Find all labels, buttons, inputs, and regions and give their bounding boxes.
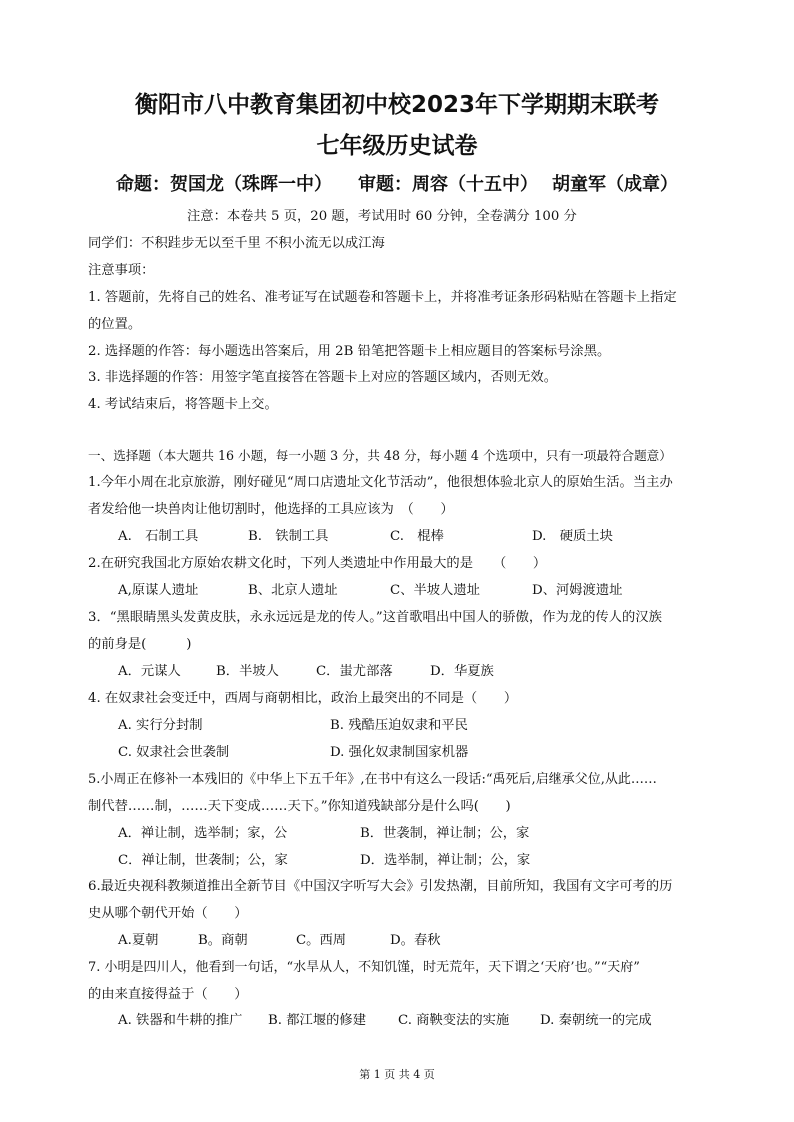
option-b: B．半坡人	[216, 664, 279, 679]
question-1-cont: 者发给他一块兽肉让他切割时，他选择的工具应该为 （ ）	[88, 502, 454, 517]
motto: 同学们：不积跬步无以至千里 不积小流无以成江海	[88, 236, 385, 251]
option-b: B．世袭制，禅让制；公，家	[360, 826, 530, 841]
option-d: D。春秋	[390, 933, 441, 948]
exam-notice: 注意：本卷共 5 页，20 题，考试用时 60 分钟，全卷满分 100 分	[187, 209, 577, 224]
page-footer: 第 1 页 共 4 页	[359, 1068, 435, 1081]
option-c: C、半坡人遗址	[390, 583, 480, 598]
option-b: B. 都江堰的修建	[268, 1013, 367, 1028]
option-b: B、北京人遗址	[248, 583, 338, 598]
option-c: C．蚩尤部落	[316, 664, 393, 679]
option-a: A．禅让制，选举制；家，公	[118, 826, 288, 841]
instruction-item: 3. 非选择题的作答：用签字笔直接答在答题卡上对应的答题区域内，否则无效。	[88, 370, 558, 385]
question-3: 3．“黑眼睛黑头发黄皮肤，永永远远是龙的传人。”这首歌唱出中国人的骄傲，作为龙的传人的汉族	[88, 610, 662, 625]
option-c: C．禅让制，世袭制；公，家	[118, 853, 288, 868]
question-6-cont: 史从哪个朝代开始（ ）	[88, 906, 248, 921]
question-1: 1.今年小周在北京旅游，刚好碰见“周口店遗址文化节活动”，他很想体验北京人的原始生活。当主办	[88, 475, 673, 490]
option-b: B. 铁制工具	[248, 529, 329, 544]
instruction-item: 4. 考试结束后，将答题卡上交。	[88, 397, 278, 412]
option-c: C. 商鞅变法的实施	[398, 1013, 510, 1028]
question-5: 5.小周正在修补一本残旧的《中华上下五千年》,在书中有这么一段话:“禹死后,启继承父位,从此……	[88, 772, 657, 787]
option-d: D．选举制，禅让制；公，家	[360, 853, 531, 868]
option-b: B. 残酷压迫奴隶和平民	[330, 718, 468, 733]
instruction-item: 的位置。	[88, 317, 142, 332]
option-d: D．华夏族	[430, 664, 494, 679]
question-5-cont: 制代替……制，……天下变成……天下。”你知道残缺部分是什么吗( )	[88, 799, 511, 814]
option-c: C. 奴隶社会世袭制	[118, 745, 230, 760]
question-2: 2.在研究我国北方原始农耕文化时，下列人类遗址中作用最大的是 （ ）	[88, 556, 547, 571]
exam-title: 衡阳市八中教育集团初中校2023年下学期期末联考	[134, 92, 659, 118]
option-a: A.夏朝	[118, 933, 159, 948]
option-d: D. 强化奴隶制国家机器	[330, 745, 469, 760]
option-a: A. 铁器和牛耕的推广	[118, 1013, 243, 1028]
author-reviewer-1: 审题：周容（十五中）	[358, 174, 538, 195]
option-a: A．元谋人	[118, 664, 181, 679]
option-c: C. 棍棒	[390, 529, 444, 544]
option-b: B。商朝	[198, 933, 248, 948]
question-6: 6.最近央视科教频道推出全新节目《中国汉字听写大会》引发热潮，目前所知，我国有文字可考的历	[88, 879, 673, 894]
authors-line	[0, 170, 794, 196]
instructions-title: 注意事项：	[88, 263, 155, 278]
instruction-item: 1. 答题前，先将自己的姓名、准考证写在试题卷和答题卡上，并将准考证条形码粘贴在答题卡上指定	[88, 290, 677, 305]
exam-subtitle: 七年级历史试卷	[316, 133, 478, 159]
option-a: A. 石制工具	[118, 529, 199, 544]
option-d: D. 硬质土块	[532, 529, 613, 544]
option-d: D、河姆渡遗址	[532, 583, 623, 598]
question-4: 4. 在奴隶社会变迁中，西周与商朝相比，政治上最突出的不同是（ ）	[88, 691, 518, 706]
option-d: D. 秦朝统一的完成	[540, 1013, 652, 1028]
author-reviewer-2: 胡童军（成章）	[552, 174, 678, 195]
question-7-cont: 的由来直接得益于（ ）	[88, 987, 248, 1002]
option-c: C。西周	[296, 933, 347, 948]
question-3-cont: 的前身是( )	[88, 637, 192, 652]
option-a: A. 实行分封制	[118, 718, 203, 733]
section-heading: 一、选择题（本大题共 16 小题，每一小题 3 分，共 48 分，每小题 4 个选项中，只有一项最符合题意）	[88, 448, 672, 463]
option-a: A,原谋人遗址	[118, 583, 199, 598]
instruction-item: 2. 选择题的作答：每小题选出答案后，用 2B 铅笔把答题卡上相应题目的答案标号涂黑。	[88, 344, 611, 359]
question-7: 7. 小明是四川人，他看到一句话，“水旱从人，不知饥馑，时无荒年，天下谓之‘天府’也。”“天府”	[88, 960, 640, 975]
author-proposer: 命题：贺国龙（珠晖一中）	[116, 174, 332, 195]
